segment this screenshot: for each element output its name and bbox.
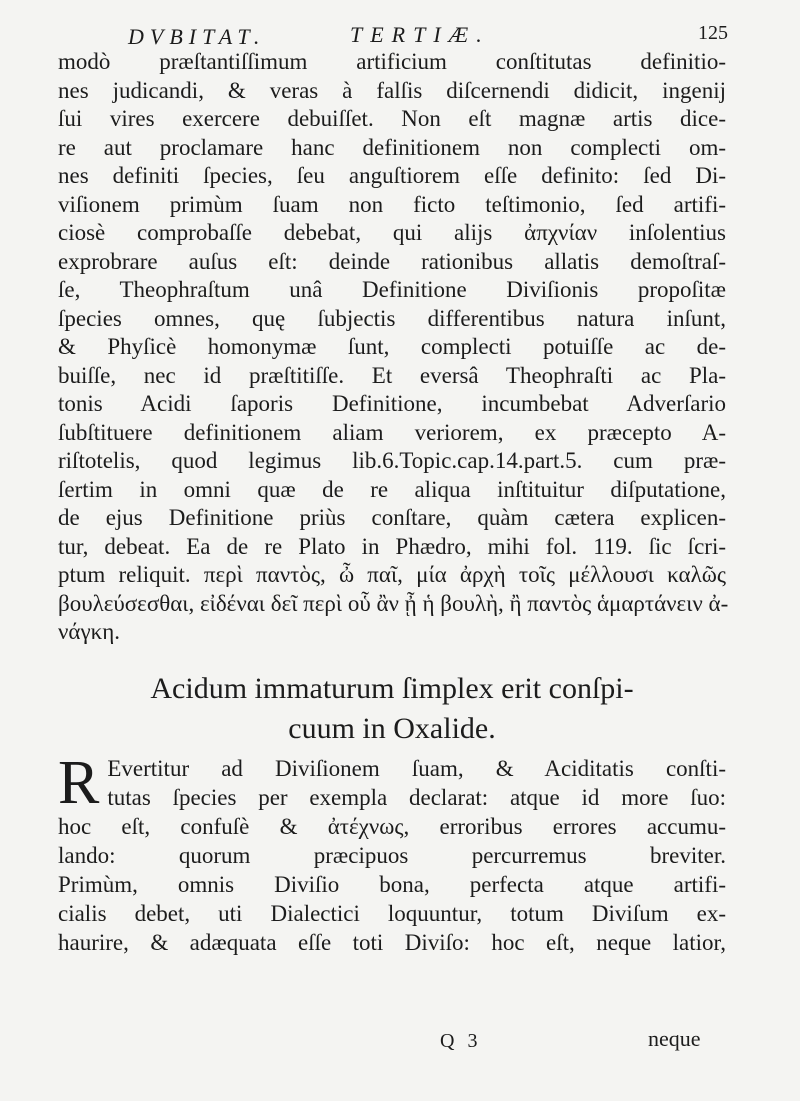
text-line: nes definiti ſpecies, ſeu anguſtiorem eſſe definito: ſed Di- [58, 163, 726, 188]
text-line: tutas ſpecies per exempla declarat: atque id more ſuo: [107, 785, 726, 810]
text-line: buiſſe, nec id præſtitiſſe. Et eversâ Theophraſti ac Pla- [58, 362, 726, 388]
text-line: re aut proclamare hanc definitionem non complecti om- [58, 134, 726, 160]
text-line: tonis Acidi ſaporis Definitione, incumbebat Adverſario [58, 391, 726, 416]
text-line: βουλεύσεσθαι, εἰδέναι δεῖ περὶ οὗ ἂν ᾖ ἡ βουλὴ, ἢ παντὸς ἁμαρτάνειν ἀ- [58, 590, 729, 616]
text-line: ſui vires exercere debuiſſet. Non eſt magnæ artis dice- [58, 106, 726, 131]
catchword: neque [648, 1026, 701, 1051]
text-line: ciosè comprobaſſe debebat, qui alijs ἀπχνίαν inſolentius [58, 220, 726, 245]
text-line: lando: quorum præcipuos percurremus breviter. [58, 843, 726, 868]
text-line: Evertitur ad Diviſionem ſuam, & Aciditatis conſti- [107, 756, 726, 781]
section-heading-line-2: cuum in Oxalide. [288, 712, 496, 745]
text-line: ſubſtituere definitionem aliam veriorem, ex præcepto A- [58, 419, 726, 445]
text-line: viſionem primùm ſuam non ficto teſtimonio, ſed artifi- [58, 191, 726, 217]
text-line: ſe, Theophraſtum unâ Definitione Diviſionis propoſitæ [58, 277, 726, 302]
text-line: ptum reliquit. περὶ παντὸς, ὦ παῖ, μία ἀρχὴ τοῖς μέλλουσι καλῶς [58, 562, 726, 587]
text-line: hoc eſt, confuſè & ἀτέχνως, erroribus errores accumu- [58, 814, 726, 839]
text-line: ſertim in omni quæ de re aliqua inſtituitur diſputatione, [58, 476, 726, 502]
section-heading-line-1: Acidum immaturum ſimplex erit conſpi- [150, 672, 634, 705]
text-line: exprobrare auſus eſt: deinde rationibus allatis demoſtraſ- [58, 248, 726, 274]
running-head-middle: TERTIÆ. [350, 22, 490, 47]
text-line: cialis debet, uti Dialectici loquuntur, totum Diviſum ex- [58, 901, 726, 926]
paragraph-main [58, 48, 729, 647]
page-number: 125 [698, 22, 728, 44]
text-line: nes judicandi, & veras à falſis diſcernendi didicit, ingenij [58, 77, 726, 103]
text-line: haurire, & adæquata eſſe toti Diviſo: hoc eſt, neque latior, [58, 930, 726, 955]
paragraph-second-lines [58, 749, 726, 957]
text-line: Primùm, omnis Diviſio bona, perfecta atque artifi- [58, 872, 726, 897]
paragraph-second [58, 749, 726, 957]
text-line: ſpecies omnes, quę ſubjectis differentibus natura inſunt, [58, 305, 726, 331]
text-line: de ejus Definitione priùs conſtare, quàm cætera explicen- [58, 505, 726, 530]
signature-mark: Q 3 [440, 1030, 482, 1052]
running-head-left: DVBITAT. [128, 24, 266, 49]
text-line: & Phyſicè homonymæ ſunt, complecti potuiſſe ac de- [58, 334, 726, 359]
text-line: modò præſtantiſſimum artificium conſtitutas definitio- [58, 49, 726, 74]
text-line: riſtotelis, quod legimus lib.6.Topic.cap.14.part.5. cum præ- [58, 448, 726, 473]
drop-cap: R [58, 749, 100, 817]
text-line: νάγκη. [58, 619, 120, 644]
text-line: tur, debeat. Ea de re Plato in Phædro, mihi fol. 119. ſic ſcri- [58, 533, 726, 559]
